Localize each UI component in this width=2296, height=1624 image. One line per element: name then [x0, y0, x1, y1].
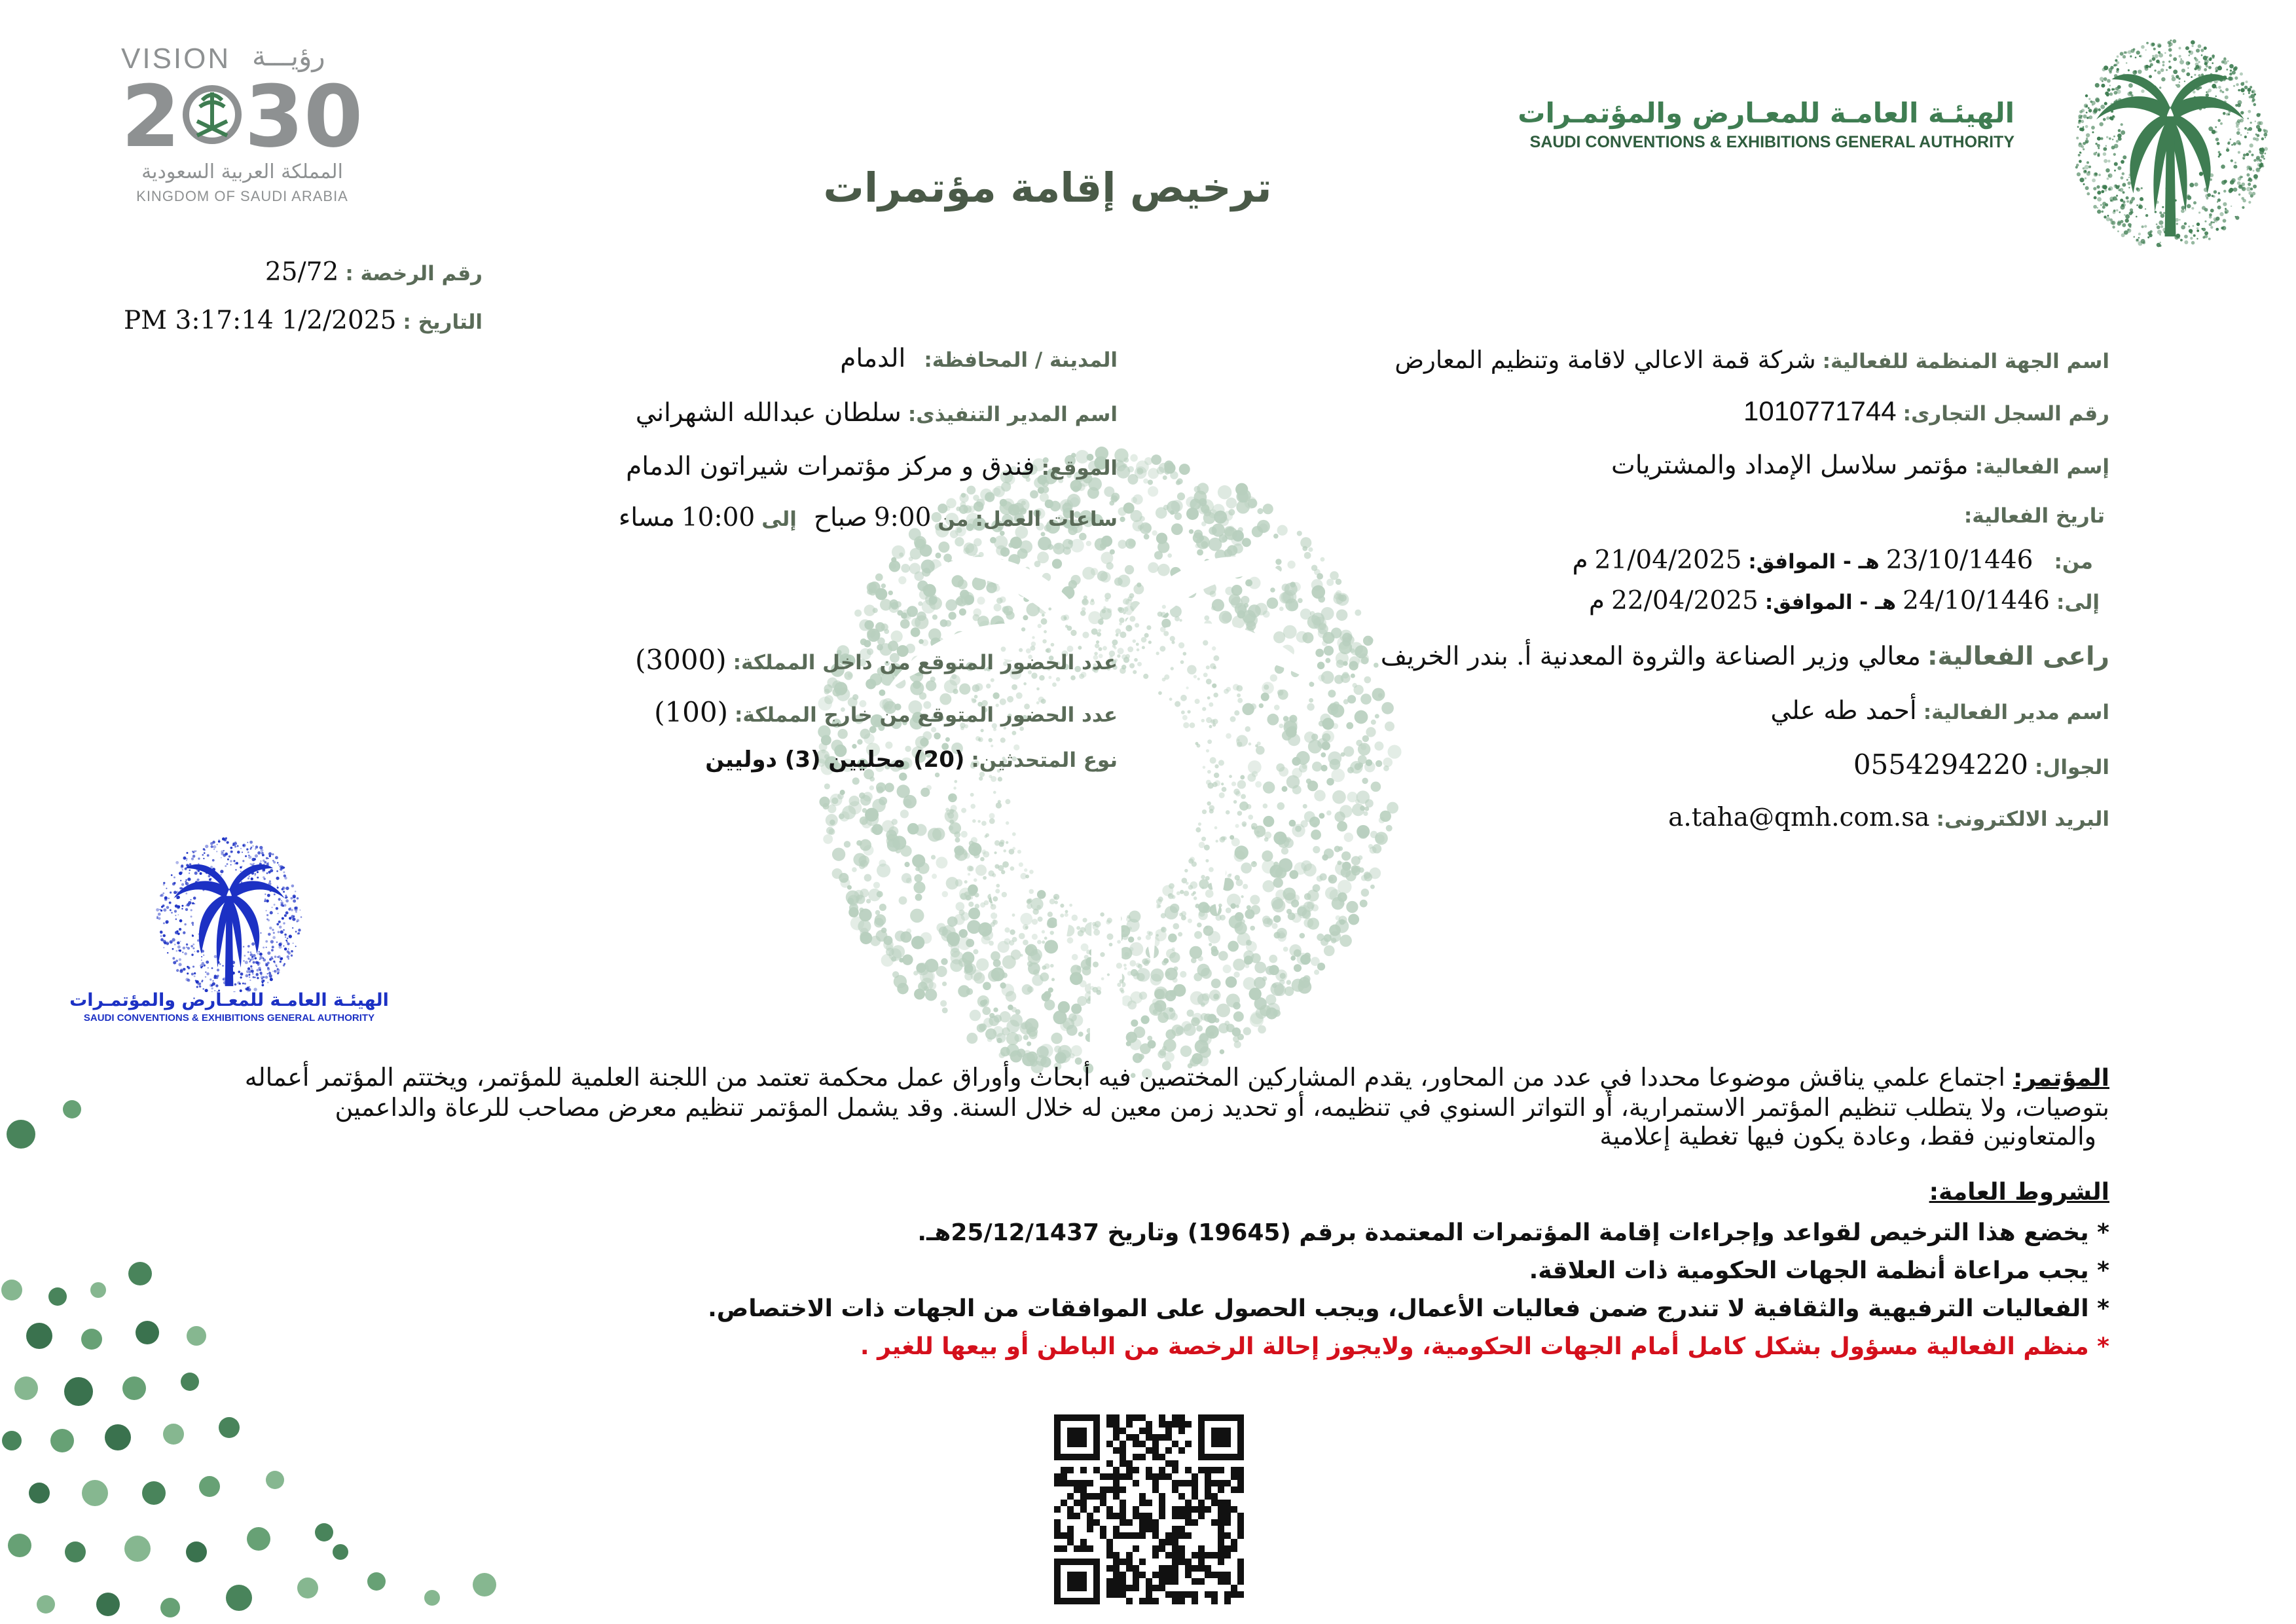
- saudi-emblem-icon: [183, 81, 242, 153]
- condition-item-1: * يخضع هذا الترخيص لقواعد وإجراءات إقامة المؤتمرات المعتمدة برقم (19645) وتاريخ 25/12/1437هـ.: [917, 1219, 2109, 1246]
- organizer-row: [1394, 346, 2109, 374]
- foreign-attendance-label: عدد الحضور المتوقع من خارج المملكة:: [735, 703, 1118, 727]
- authority-logo: [1360, 97, 2014, 152]
- vision-word-ar: رؤيـــة: [252, 40, 325, 72]
- vision-word: VISION: [121, 43, 231, 75]
- city-value: الدمام: [840, 344, 906, 373]
- hours-from-label: من: [938, 507, 969, 531]
- organizer-value: شركة قمة الاعالي لاقامة وتنظيم المعارض: [1394, 346, 1816, 374]
- location-row: [626, 452, 1118, 481]
- vision-2030-logo: [121, 36, 363, 206]
- condition-item-3: * الفعاليات الترفيهية والثقافية لا تندرج ضمن فعاليات الأعمال، ويجب الحصول على الموافقات من الجهات ذات الاختصاص.: [708, 1295, 2109, 1322]
- location-label: الموقع:: [1041, 456, 1118, 480]
- speakers-value: (20) محليين (3) دوليين: [705, 747, 965, 773]
- mobile-row: [1853, 748, 2109, 781]
- license-number-row: [265, 257, 483, 287]
- license-number-label: رقم الرخصة :: [345, 262, 483, 286]
- foreign-attendance-row: [654, 696, 1118, 728]
- executive-manager-row: [636, 398, 1118, 428]
- local-attendance-label: عدد الحضور المتوقع من داخل المملكة:: [733, 651, 1118, 674]
- to-gregorian-suffix: م: [1588, 586, 1605, 616]
- event-date-row: [1964, 504, 2105, 528]
- email-label: البريد الالكترونى:: [1936, 807, 2109, 831]
- to-gregorian: 22/04/2025: [1611, 586, 1758, 616]
- patron-value: معالي وزير الصناعة والثروة المعدنية أ. بندر الخريف: [1380, 642, 1921, 671]
- speakers-row: [705, 747, 1118, 773]
- conditions-title: الشروط العامة:: [1929, 1179, 2109, 1206]
- conference-label: المؤتمر:: [2013, 1065, 2109, 1092]
- event-name-value: مؤتمر سلاسل الإمداد والمشتريات: [1611, 451, 1969, 480]
- working-hours-row: [619, 503, 1118, 532]
- license-date-row: [124, 306, 483, 335]
- commercial-register-row: [1743, 396, 2109, 427]
- commercial-register-label: رقم السجل التجارى:: [1903, 402, 2109, 426]
- event-manager-value: أحمد طه علي: [1770, 696, 1917, 726]
- local-attendance-row: [635, 644, 1118, 676]
- hours-morning: صباح: [813, 503, 867, 532]
- hours-from-value: 9:00: [873, 503, 932, 532]
- event-date-to-row: [1589, 586, 2100, 616]
- event-date-label: تاريخ الفعالية:: [1963, 504, 2105, 528]
- page-title: ترخيص إقامة مؤتمرات: [823, 164, 1272, 212]
- hours-to-value: 10:00: [681, 503, 756, 532]
- vision-year-start: 2: [121, 67, 181, 166]
- condition-item-2: * يجب مراعاة أنظمة الجهات الحكومية ذات العلاقة.: [1529, 1257, 2109, 1284]
- stamp-name-ar: الهيئـة العامـة للمعـارض والمؤتمـرات: [69, 990, 389, 1010]
- foreign-attendance-value: (100): [654, 696, 729, 728]
- location-value: فندق و مركز مؤتمرات شيراتون الدمام: [626, 452, 1035, 481]
- local-attendance-value: (3000): [634, 644, 727, 676]
- conference-line-1: اجتماع علمي يناقش موضوعا محددا في عدد من المحاور، يقدم المشاركين المختصين فيه أبحاث وأوراق عمل محكمة تعتمد من اللجنة العلمية للمؤتمر، ويختتم المؤتمر أعماله: [244, 1063, 2005, 1092]
- from-hijri-suffix: هـ - الموافق:: [1748, 550, 1880, 574]
- mobile-value: 0554294220: [1853, 748, 2029, 781]
- qr-code[interactable]: [1054, 1414, 1244, 1604]
- to-label: إلى:: [2056, 591, 2100, 614]
- city-label: المدينة / المحافظة:: [924, 348, 1118, 372]
- condition-item-4-warning: * منظم الفعالية مسؤول بشكل كامل أمام الجهات الحكومية، ولايجوز إحالة الرخصة من الباطن أو بيعها للغير .: [860, 1333, 2109, 1360]
- event-date-from-row: [1572, 545, 2093, 575]
- hours-evening: مساء: [618, 503, 675, 532]
- conference-line-3: والمتعاونين فقط، وعادة يكون فيها تغطية إعلامية: [1599, 1122, 2096, 1151]
- conference-line-2: بتوصيات، ولا يتطلب تنظيم المؤتمر الاستمرارية، أو التواتر السنوي في تنظيمه، أو تحديد زمن معين له خلال السنة. وقد يشمل المؤتمر تنظيم معرض مصاحب للرعاة والداعمين: [335, 1093, 2109, 1122]
- patron-row: [1381, 642, 2109, 671]
- hours-to-label: إلى: [761, 507, 797, 531]
- to-hijri-suffix: هـ - الموافق:: [1764, 591, 1897, 614]
- email-row: [1668, 803, 2109, 832]
- license-date-label: التاريخ :: [403, 310, 483, 334]
- license-date: PM 3:17:14 1/2/2025: [123, 306, 397, 335]
- authority-emblem-icon: [2049, 26, 2291, 249]
- decorative-dots-icon: [0, 1100, 537, 1624]
- working-hours-label: ساعات العمل:: [975, 507, 1118, 531]
- event-name-label: إسم الفعالية:: [1975, 455, 2109, 479]
- email-value: a.taha@qmh.com.sa: [1668, 803, 1930, 832]
- mobile-label: الجوال:: [2035, 756, 2109, 779]
- authority-stamp-icon: [134, 835, 324, 992]
- license-number: 25/72: [264, 257, 339, 287]
- speakers-label: نوع المتحدثين:: [971, 748, 1118, 772]
- commercial-register-value: 1010771744: [1743, 396, 1897, 426]
- patron-label: راعى الفعالية:: [1927, 642, 2109, 671]
- to-hijri: 24/10/1446: [1903, 586, 2050, 616]
- from-label: من:: [2054, 550, 2093, 574]
- event-name-row: [1611, 451, 2109, 480]
- organizer-label: اسم الجهة المنظمة للفعالية:: [1822, 350, 2109, 373]
- vision-year-end: 30: [244, 67, 363, 166]
- event-manager-row: [1770, 696, 2109, 726]
- stamp-name-en: SAUDI CONVENTIONS & EXHIBITIONS GENERAL AUTHORITY: [83, 1012, 375, 1024]
- authority-name-en: SAUDI CONVENTIONS & EXHIBITIONS GENERAL AUTHORITY: [1529, 133, 2014, 151]
- authority-name-ar: الهيئـة العامـة للمعـارض والمؤتمـرات: [1518, 97, 2014, 129]
- executive-manager-value: سلطان عبدالله الشهراني: [635, 398, 902, 428]
- authority-stamp: [62, 990, 396, 1024]
- from-gregorian-suffix: م: [1572, 545, 1588, 575]
- from-gregorian: 21/04/2025: [1594, 545, 1742, 575]
- event-manager-label: اسم مدير الفعالية:: [1923, 701, 2109, 724]
- city-row: [840, 344, 1118, 373]
- executive-manager-label: اسم المدير التنفيذى:: [907, 403, 1118, 426]
- from-hijri: 23/10/1446: [1886, 545, 2033, 575]
- kingdom-name-en: KINGDOM OF SAUDI ARABIA: [136, 188, 348, 204]
- kingdom-name-ar: المملكة العربية السعودية: [141, 160, 343, 183]
